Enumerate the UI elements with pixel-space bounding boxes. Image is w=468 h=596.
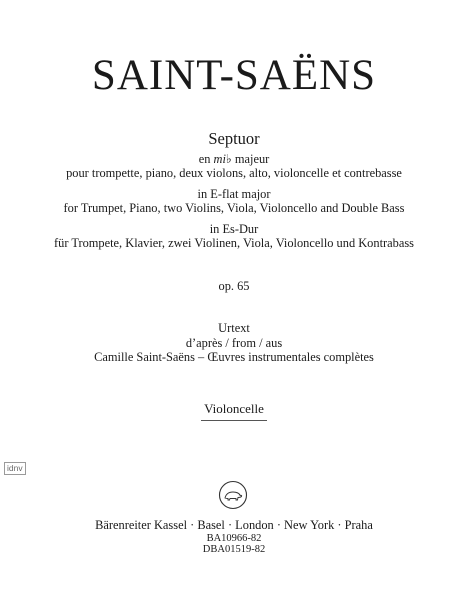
key-french-prefix: en: [198, 152, 214, 166]
key-english: in E-flat major: [197, 187, 271, 201]
key-french: [0, 152, 468, 166]
opus-number: op. 65: [218, 279, 250, 293]
composer-name: SAINT-SAËNS: [91, 52, 377, 99]
part-name: Violoncelle: [204, 401, 264, 416]
key-french-note: mi♭: [213, 152, 232, 166]
key-french-suffix: majeur: [231, 152, 270, 166]
urtext-label: Urtext: [218, 321, 250, 335]
instrumentation-german: für Trompete, Klavier, zwei Violinen, Viola, Violoncello und Kontrabass: [54, 236, 414, 250]
part-underline: [201, 420, 267, 421]
baerenreiter-bear-logo-icon: [218, 480, 248, 510]
work-title: Septuor: [208, 129, 260, 148]
publisher-line: Bärenreiter Kassel · Basel · London · New York · Praha: [95, 518, 373, 532]
source-from-label: d’après / from / aus: [185, 336, 283, 350]
source-edition: Camille Saint-Saëns – Œuvres instrumentales complètes: [94, 350, 374, 364]
key-german: in Es-Dur: [209, 222, 259, 236]
instrumentation-english: for Trumpet, Piano, two Violins, Viola, Violoncello and Double Bass: [63, 201, 405, 215]
instrumentation-french: pour trompette, piano, deux violons, alto, violoncelle et contrebasse: [66, 166, 402, 180]
catalog-number-digital: DBA01519-82: [202, 544, 266, 555]
watermark: idnv: [4, 462, 26, 475]
catalog-number: BA10966-82: [206, 533, 262, 544]
